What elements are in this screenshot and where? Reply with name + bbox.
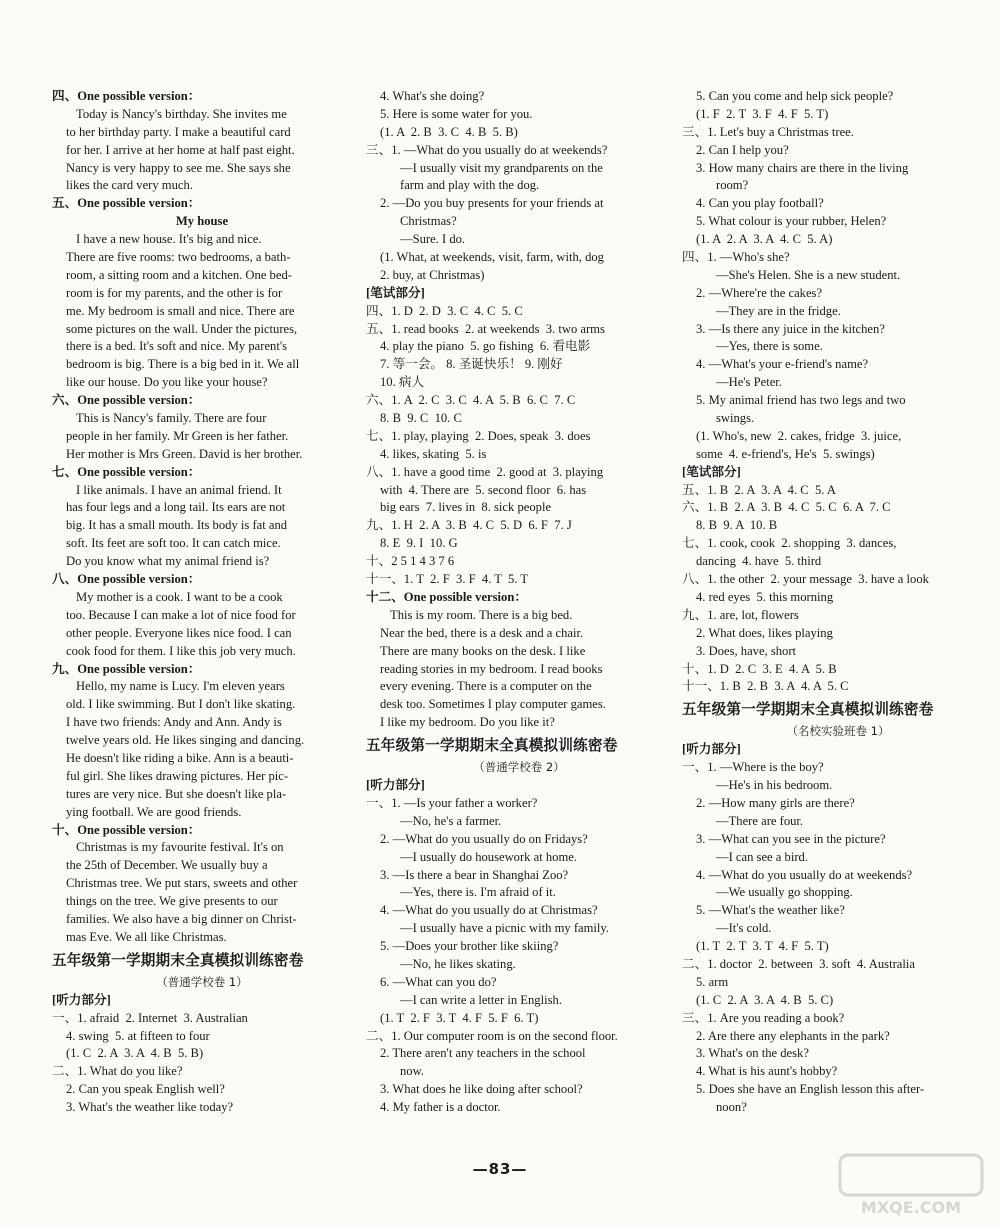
essay-line: Today is Nancy's birthday. She invites me — [76, 106, 287, 121]
essay-line: cook food for them. I like this job very much. — [66, 643, 296, 658]
essay-line: families. We also have a big dinner on Christ- — [66, 911, 297, 926]
answer-line: —There are four. — [716, 813, 804, 828]
answer-line: 3. How many chairs are there in the living — [696, 160, 909, 175]
essay-line: every evening. There is a computer on the — [380, 679, 592, 694]
answer-line: 4. —What do you usually do at Christmas? — [380, 903, 598, 918]
essay-line: Near the bed, there is a desk and a chair. — [380, 625, 584, 640]
answer-line: 4. —What's your e-friend's name? — [696, 357, 869, 372]
essay-line: some pictures on the wall. Under the pictures, — [66, 321, 298, 336]
answer-line: —Sure. I do. — [400, 232, 466, 247]
answer-line: (1. T 2. T 3. T 4. F 5. T) — [696, 939, 829, 954]
answer-line: 4. What's she doing? — [380, 89, 485, 103]
answer-line: —No, he likes skating. — [400, 956, 516, 971]
answer-line: (1. A 2. A 3. A 4. C 5. A) — [696, 232, 833, 247]
answer-line: 6. —What can you do? — [380, 974, 497, 989]
answer-line: farm and play with the dog. — [400, 178, 540, 193]
answer-line: 5. My animal friend has two legs and two — [696, 393, 906, 408]
question-heading: 八、One possible version： — [52, 572, 201, 587]
essay-line: too. Because I can make a lot of nice food for — [66, 607, 296, 622]
answer-line: 10. 病人 — [380, 375, 425, 390]
essay-line: Hello, my name is Lucy. I'm eleven years — [76, 679, 285, 694]
answer-line: 七、1. play, playing 2. Does, speak 3. does — [366, 428, 591, 443]
answer-line: 2. buy, at Christmas) — [380, 267, 485, 282]
section-subtitle: （普通学校卷 1） — [156, 974, 248, 989]
answer-line: 5. arm — [696, 974, 729, 989]
answer-line: 六、1. B 2. A 3. B 4. C 5. C 6. A 7. C — [682, 500, 891, 515]
answer-line: 二、1. What do you like? — [52, 1064, 183, 1079]
essay-line: there is a bed. It's soft and nice. My parent's — [66, 339, 288, 354]
question-heading: 七、One possible version： — [52, 464, 201, 479]
answer-line: now. — [400, 1064, 425, 1079]
answer-line: 三、1. Are you reading a book? — [682, 1010, 845, 1025]
answer-line: —I usually have a picnic with my family. — [400, 921, 610, 936]
answer-line: 2. There aren't any teachers in the school — [380, 1046, 586, 1061]
answer-line: (1. What, at weekends, visit, farm, with, dog — [380, 250, 604, 265]
question-heading: 十、One possible version： — [52, 822, 201, 837]
answer-line: 3. Does, have, short — [696, 643, 797, 658]
answer-line: 8. B 9. A 10. B — [696, 518, 778, 533]
answer-line: 2. —Where're the cakes? — [696, 285, 823, 300]
essay-line: to her birthday party. I make a beautiful card — [66, 124, 291, 139]
answer-line: —No, he's a farmer. — [400, 813, 502, 828]
answer-line: 四、1. D 2. D 3. C 4. C 5. C — [366, 303, 523, 318]
answer-line: (1. T 2. F 3. T 4. F 5. F 6. T) — [380, 1010, 539, 1025]
answer-line: —I can write a letter in English. — [400, 992, 562, 1007]
essay-title: My house — [175, 214, 229, 229]
answer-line: 2. —How many girls are there? — [696, 795, 855, 810]
answer-line: 4. red eyes 5. this morning — [696, 589, 834, 604]
answer-line: —He's Peter. — [716, 375, 782, 390]
answer-line: with 4. There are 5. second floor 6. has — [380, 482, 587, 497]
answer-line: 7. 等一会。 8. 圣诞快乐！ 9. 刚好 — [380, 357, 563, 372]
essay-line: ying football. We are good friends. — [66, 804, 242, 819]
answer-line: (1. C 2. A 3. A 4. B 5. C) — [696, 992, 834, 1007]
question-heading: 十二、One possible version： — [366, 589, 527, 604]
question-heading: 九、One possible version： — [52, 661, 201, 676]
answer-line: —It's cold. — [716, 921, 772, 936]
column-middle — [366, 88, 672, 1117]
answer-line: 2. What does, likes playing — [696, 625, 833, 640]
essay-line: This is my room. There is a big bed. — [390, 607, 573, 622]
question-heading: 六、One possible version： — [52, 393, 201, 408]
essay-line: ful girl. She likes drawing pictures. Her pic- — [66, 768, 289, 783]
answer-line: 一、1. afraid 2. Internet 3. Australian — [52, 1010, 248, 1025]
essay-line: the 25th of December. We usually buy a — [66, 858, 268, 873]
answer-line: 五、1. read books 2. at weekends 3. two arms — [366, 321, 605, 336]
part-label: [听力部分] — [682, 742, 741, 757]
answer-line: 5. Does she have an English lesson this after- — [696, 1082, 925, 1097]
answer-line: —Yes, there is some. — [716, 339, 823, 354]
watermark-logo — [836, 1151, 986, 1217]
answer-line: (1. A 2. B 3. C 4. B 5. B) — [380, 124, 518, 139]
answer-line: 3. What's on the desk? — [696, 1046, 809, 1061]
answer-line: 4. play the piano 5. go fishing 6. 看电影 — [380, 339, 591, 354]
answer-line: 一、1. —Where is the boy? — [682, 760, 824, 775]
answer-line: 2. —Do you buy presents for your friends at — [380, 196, 604, 211]
answer-line: 5. Here is some water for you. — [380, 106, 533, 121]
essay-line: tures are very nice. But she doesn't like pla- — [66, 786, 287, 801]
essay-line: bedroom is big. There is a big bed in it. We all — [66, 357, 300, 372]
question-heading: 五、One possible version： — [52, 196, 201, 211]
answer-line: 4. Can you play football? — [696, 196, 824, 211]
essay-line: things on the tree. We give presents to our — [66, 894, 278, 909]
answer-line: dancing 4. have 5. third — [696, 554, 822, 569]
section-title: 五年级第一学期期末全真模拟训练密卷 — [366, 737, 618, 755]
essay-line: He doesn't like riding a bike. Ann is a beauti- — [66, 750, 294, 765]
answer-line: 五、1. B 2. A 3. A 4. C 5. A — [682, 482, 836, 497]
answer-line: 4. My father is a doctor. — [380, 1100, 501, 1115]
answer-line: 3. —What can you see in the picture? — [696, 831, 886, 846]
answer-line: 8. E 9. I 10. G — [380, 536, 458, 551]
watermark-text: MXQE.COM — [860, 1198, 962, 1217]
essay-line: I have a new house. It's big and nice. — [76, 232, 262, 247]
answer-line: big ears 7. lives in 8. sick people — [380, 500, 552, 515]
essay-line: big. It has a small mouth. Its body is fat and — [66, 518, 288, 533]
question-heading: 四、One possible version： — [52, 89, 201, 103]
essay-line: Christmas tree. We put stars, sweets and other — [66, 876, 298, 891]
answer-line: swings. — [716, 411, 755, 426]
column-left — [52, 88, 352, 1117]
part-label: [笔试部分] — [366, 285, 425, 300]
answer-line: —Yes, there is. I'm afraid of it. — [400, 885, 556, 900]
essay-line: reading stories in my bedroom. I read books — [380, 661, 603, 676]
answer-line: room? — [716, 178, 749, 193]
essay-line: like our house. Do you like your house? — [66, 375, 268, 390]
essay-line: other people. Everyone likes nice food. I can — [66, 625, 292, 640]
answer-line: 3. What's the weather like today? — [66, 1100, 234, 1115]
answer-line: —He's in his bedroom. — [716, 778, 833, 793]
essay-line: There are many books on the desk. I like — [380, 643, 586, 658]
answer-line: 十一、1. T 2. F 3. F 4. T 5. T — [366, 572, 529, 587]
answer-line: noon? — [716, 1100, 747, 1115]
answer-line: 4. swing 5. at fifteen to four — [66, 1028, 210, 1043]
answer-line: 3. —Is there a bear in Shanghai Zoo? — [380, 867, 569, 882]
essay-line: for her. I arrive at her home at half past eight. — [66, 142, 295, 157]
answer-line: 5. Can you come and help sick people? — [696, 89, 894, 103]
essay-line: Her mother is Mrs Green. David is her brother. — [66, 446, 303, 461]
essay-line: room, a sitting room and a kitchen. One bed- — [66, 267, 292, 282]
answer-line: 3. What does he like doing after school? — [380, 1082, 583, 1097]
answer-line: —I can see a bird. — [716, 849, 808, 864]
essay-line: I like my bedroom. Do you like it? — [380, 715, 555, 730]
answer-line: 5. —Does your brother like skiing? — [380, 939, 559, 954]
answer-line: 八、1. the other 2. your message 3. have a look — [682, 572, 929, 587]
answer-line: —I usually visit my grandparents on the — [400, 160, 603, 175]
answer-line: 一、1. —Is your father a worker? — [366, 795, 538, 810]
answer-line: 十、2 5 1 4 3 7 6 — [366, 554, 455, 569]
answer-line: 十一、1. B 2. B 3. A 4. A 5. C — [682, 679, 849, 694]
essay-line: soft. Its feet are soft too. It can catch mice. — [66, 536, 281, 551]
answer-line: —She's Helen. She is a new student. — [716, 267, 901, 282]
essay-line: This is Nancy's family. There are four — [76, 411, 267, 426]
part-label: [听力部分] — [52, 992, 111, 1007]
answer-line: (1. F 2. T 3. F 4. F 5. T) — [696, 106, 829, 121]
answer-line: 三、1. Let's buy a Christmas tree. — [682, 124, 854, 139]
answer-line: 5. What colour is your rubber, Helen? — [696, 214, 887, 229]
essay-line: Christmas is my favourite festival. It's on — [76, 840, 284, 855]
answer-line: (1. C 2. A 3. A 4. B 5. B) — [66, 1046, 204, 1061]
essay-line: Do you know what my animal friend is? — [66, 554, 270, 569]
answer-line: 八、1. have a good time 2. good at 3. playing — [366, 464, 604, 479]
essay-line: likes the card very much. — [66, 178, 193, 193]
essay-line: twelve years old. He likes singing and dancing. — [66, 733, 305, 748]
answer-line: 2. Are there any elephants in the park? — [696, 1028, 890, 1043]
answer-line: (1. Who's, new 2. cakes, fridge 3. juice, — [696, 428, 902, 443]
answer-line: —We usually go shopping. — [716, 885, 853, 900]
answer-line: 九、1. are, lot, flowers — [682, 607, 799, 622]
essay-line: old. I like swimming. But I don't like skating. — [66, 697, 296, 712]
answer-line: 二、1. doctor 2. between 3. soft 4. Australia — [682, 956, 915, 971]
answer-line: 4. —What do you usually do at weekends? — [696, 867, 913, 882]
answer-line: 二、1. Our computer room is on the second floor. — [366, 1028, 618, 1043]
answer-line: 2. —What do you usually do on Fridays? — [380, 831, 588, 846]
essay-line: Nancy is very happy to see me. She says she — [66, 160, 291, 175]
section-title: 五年级第一学期期末全真模拟训练密卷 — [52, 951, 304, 969]
answer-line: 九、1. H 2. A 3. B 4. C 5. D 6. F 7. J — [366, 518, 572, 533]
essay-line: My mother is a cook. I want to be a cook — [76, 589, 283, 604]
essay-line: I have two friends: Andy and Ann. Andy is — [66, 715, 282, 730]
answer-line: —I usually do housework at home. — [400, 849, 577, 864]
essay-line: me. My bedroom is small and nice. There are — [66, 303, 295, 318]
answer-line: 4. What is his aunt's hobby? — [696, 1064, 838, 1079]
answer-line: 三、1. —What do you usually do at weekends? — [366, 142, 608, 157]
answer-line: 4. likes, skating 5. is — [380, 446, 487, 461]
answer-line: 十、1. D 2. C 3. E 4. A 5. B — [682, 661, 837, 676]
answer-line: 四、1. —Who's she? — [682, 250, 790, 265]
section-title: 五年级第一学期期末全真模拟训练密卷 — [682, 701, 934, 719]
part-label: [笔试部分] — [682, 464, 741, 479]
essay-line: mas Eve. We all like Christmas. — [66, 929, 227, 944]
section-subtitle: （名校实验班卷 1） — [786, 724, 890, 739]
essay-line: room is for my parents, and the other is for — [66, 285, 283, 300]
answer-line: —They are in the fridge. — [716, 303, 841, 318]
answer-line: 2. Can you speak English well? — [66, 1082, 225, 1097]
part-label: [听力部分] — [366, 778, 425, 793]
essay-line: people in her family. Mr Green is her father. — [66, 428, 289, 443]
answer-line: 5. —What's the weather like? — [696, 903, 845, 918]
answer-line: 8. B 9. C 10. C — [380, 411, 462, 426]
essay-line: has four legs and a long tail. Its ears are not — [66, 500, 286, 515]
column-right — [682, 88, 994, 1117]
essay-line: I like animals. I have an animal friend. It — [76, 482, 282, 497]
answer-line: Christmas? — [400, 214, 457, 229]
section-subtitle: （普通学校卷 2） — [473, 760, 565, 775]
answer-line: some 4. e-friend's, He's 5. swings) — [696, 446, 875, 461]
answer-line: 3. —Is there any juice in the kitchen? — [696, 321, 885, 336]
essay-line: There are five rooms: two bedrooms, a bath- — [66, 250, 291, 265]
answer-line: 七、1. cook, cook 2. shopping 3. dances, — [682, 536, 897, 551]
answer-line: 2. Can I help you? — [696, 142, 789, 157]
essay-line: desk too. Sometimes I play computer games. — [380, 697, 606, 712]
page-number: —83— — [472, 1160, 528, 1178]
answer-line: 六、1. A 2. C 3. C 4. A 5. B 6. C 7. C — [366, 393, 576, 408]
